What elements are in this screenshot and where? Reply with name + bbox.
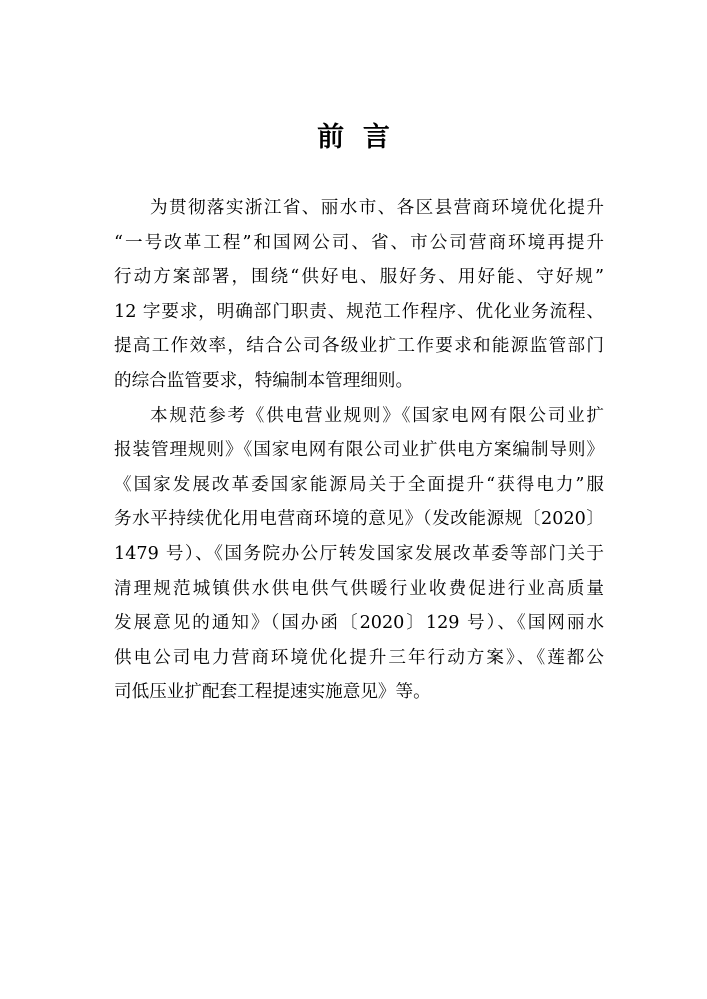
paragraph-2-line-5: 1479 号）、《国务院办公厅转发国家发展改革委等部门关于 (114, 543, 604, 564)
paragraph-1-line-2: “一号改革工程”和国网公司、省、市公司营商环境再提升 (114, 232, 604, 253)
paragraph-2-line-3: 《国家发展改革委国家能源局关于全面提升“获得电力”服 (114, 474, 604, 495)
paragraph-1-line-1: 为贯彻落实浙江省、丽水市、各区县营商环境优化提升 (150, 198, 604, 218)
page-title: 前 言 (317, 122, 390, 153)
paragraph-1-line-6: 的综合监管要求，特编制本管理细则。 (114, 370, 414, 391)
paragraph-1-line-5: 提高工作效率，结合公司各级业扩工作要求和能源监管部门 (114, 336, 604, 357)
paragraph-2-line-2: 报装管理规则》《国家电网有限公司业扩供电方案编制导则》 (114, 440, 604, 461)
paragraph-2-line-6: 清理规范城镇供水供电供气供暖行业收费促进行业高质量 (114, 578, 604, 599)
paragraph-2-line-9: 司低压业扩配套工程提速实施意见》等。 (114, 682, 431, 703)
paragraph-2-line-8: 供电公司电力营商环境优化提升三年行动方案》、《莲都公 (114, 647, 604, 668)
paragraph-2-line-7: 发展意见的通知》（国办函〔2020〕129 号）、《国网丽水 (114, 613, 604, 634)
paragraph-2-line-1: 本规范参考《供电营业规则》《国家电网有限公司业扩 (150, 405, 604, 426)
paragraph-1-line-4: 12 字要求，明确部门职责、规范工作程序、优化业务流程、 (114, 301, 604, 322)
body-text (114, 191, 604, 710)
paragraph-2-line-4: 务水平持续优化用电营商环境的意见》（发改能源规〔2020〕 (114, 509, 604, 530)
paragraph-1-line-3: 行动方案部署，围绕“供好电、服好务、用好能、守好规” (114, 267, 604, 288)
